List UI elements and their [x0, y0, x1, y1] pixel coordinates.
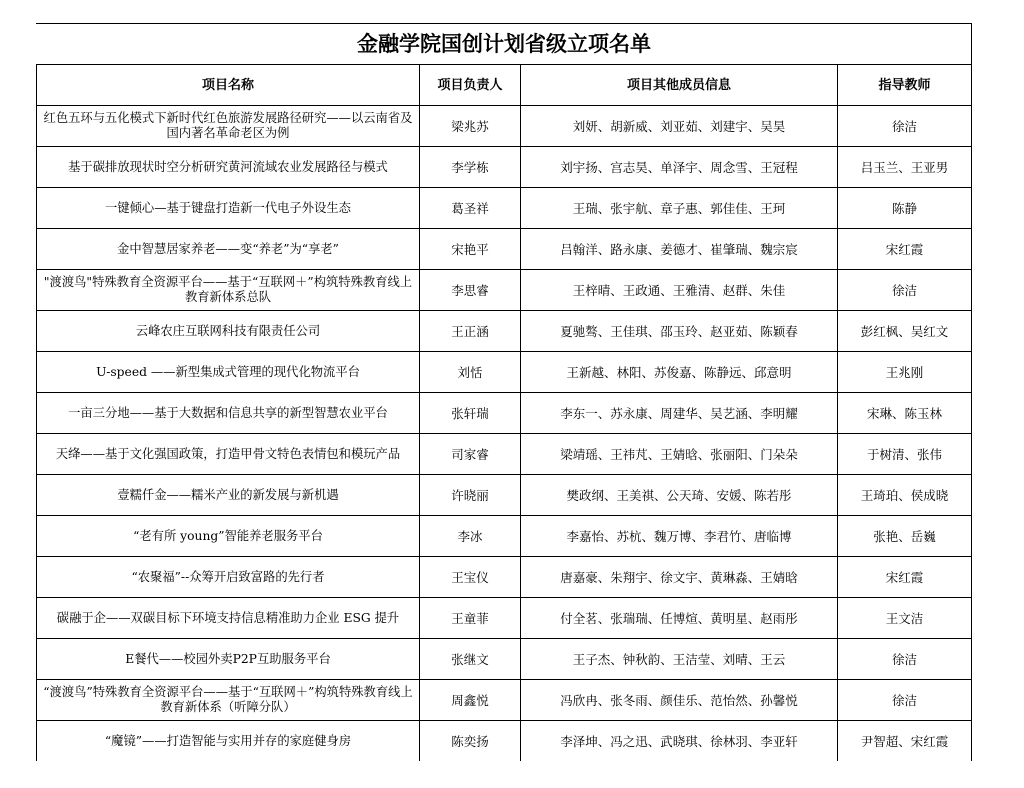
header-advisor: 指导教师: [838, 65, 972, 106]
table-row: [37, 311, 972, 352]
header-project-name: 项目名称: [37, 65, 420, 106]
table-row: [37, 598, 972, 639]
project-name-cell: 红色五环与五化模式下新时代红色旅游发展路径研究——以云南省及国内著名革命老区为例: [37, 106, 420, 147]
project-leader-cell: 李思睿: [420, 270, 521, 311]
advisor-cell: 张艳、岳巍: [838, 516, 972, 557]
project-list-table: [36, 23, 972, 761]
title-row: [37, 24, 972, 65]
header-other-members: 项目其他成员信息: [521, 65, 838, 106]
other-members-cell: 梁靖瑶、王祎芃、王婧晗、张丽阳、门朵朵: [521, 434, 838, 475]
project-name-cell: “老有所 young”智能养老服务平台: [37, 516, 420, 557]
project-leader-cell: 张轩瑞: [420, 393, 521, 434]
table-body: [37, 106, 972, 762]
table-row: [37, 680, 972, 721]
project-name-cell: 一键倾心—基于键盘打造新一代电子外设生态: [37, 188, 420, 229]
project-name-cell: 基于碳排放现状时空分析研究黄河流域农业发展路径与模式: [37, 147, 420, 188]
project-name-cell: 天绛——基于文化强国政策，打造甲骨文特色表情包和模玩产品: [37, 434, 420, 475]
advisor-cell: 宋琳、陈玉林: [838, 393, 972, 434]
advisor-cell: 于树清、张伟: [838, 434, 972, 475]
project-leader-cell: 葛圣祥: [420, 188, 521, 229]
project-name-cell: 云峰农庄互联网科技有限责任公司: [37, 311, 420, 352]
project-leader-cell: 王童菲: [420, 598, 521, 639]
project-leader-cell: 刘恬: [420, 352, 521, 393]
project-name-cell: 碳融于企——双碳目标下环境支持信息精准助力企业 ESG 提升: [37, 598, 420, 639]
project-leader-cell: 王正涵: [420, 311, 521, 352]
project-name-cell: 壹糯仟金——糯米产业的新发展与新机遇: [37, 475, 420, 516]
advisor-cell: 王琦珀、侯成晓: [838, 475, 972, 516]
project-leader-cell: 王宝仪: [420, 557, 521, 598]
advisor-cell: 宋红霞: [838, 557, 972, 598]
other-members-cell: 王瑞、张宇航、章子惠、郭佳佳、王珂: [521, 188, 838, 229]
advisor-cell: 彭红枫、吴红文: [838, 311, 972, 352]
advisor-cell: 吕玉兰、王亚男: [838, 147, 972, 188]
table-row: [37, 106, 972, 147]
other-members-cell: 李东一、苏永康、周建华、吴艺涵、李明耀: [521, 393, 838, 434]
other-members-cell: 王子杰、钟秋韵、王洁莹、刘晴、王云: [521, 639, 838, 680]
other-members-cell: 樊政纲、王美祺、公天琦、安媛、陈若彤: [521, 475, 838, 516]
project-leader-cell: 宋艳平: [420, 229, 521, 270]
table-row: [37, 352, 972, 393]
other-members-cell: 李嘉怡、苏杭、魏万博、李君竹、唐临博: [521, 516, 838, 557]
project-leader-cell: 梁兆苏: [420, 106, 521, 147]
table-row: [37, 516, 972, 557]
header-row: [37, 65, 972, 106]
other-members-cell: 刘妍、胡新威、刘亚茹、刘建宇、吴昊: [521, 106, 838, 147]
project-name-cell: U-speed ——新型集成式管理的现代化物流平台: [37, 352, 420, 393]
project-leader-cell: 陈奕扬: [420, 721, 521, 762]
other-members-cell: 王梓晴、王政通、王雅清、赵群、朱佳: [521, 270, 838, 311]
table-row: [37, 721, 972, 762]
table-row: [37, 393, 972, 434]
table-row: [37, 639, 972, 680]
project-name-cell: "渡渡鸟"特殊教育全资源平台——基于“互联网＋”构筑特殊教育线上教育新体系总队: [37, 270, 420, 311]
table-row: [37, 434, 972, 475]
advisor-cell: 徐洁: [838, 639, 972, 680]
header-project-leader: 项目负责人: [420, 65, 521, 106]
project-leader-cell: 周鑫悦: [420, 680, 521, 721]
project-name-cell: 金中智慧居家养老——变“养老”为“享老”: [37, 229, 420, 270]
project-leader-cell: 司家睿: [420, 434, 521, 475]
other-members-cell: 刘宇扬、宫志昊、单泽宇、周念雪、王冠程: [521, 147, 838, 188]
other-members-cell: 夏驰骜、王佳琪、邵玉玲、赵亚茹、陈颖春: [521, 311, 838, 352]
other-members-cell: 吕翰洋、路永康、姜德才、崔肇瑞、魏宗宸: [521, 229, 838, 270]
other-members-cell: 唐嘉豪、朱翔宇、徐文宇、黄琳淼、王婧晗: [521, 557, 838, 598]
table-row: [37, 557, 972, 598]
advisor-cell: 王兆刚: [838, 352, 972, 393]
table-row: [37, 475, 972, 516]
table-row: [37, 270, 972, 311]
table-row: [37, 229, 972, 270]
project-name-cell: “渡渡鸟”特殊教育全资源平台——基于“互联网＋”构筑特殊教育线上教育新体系（听障分队）: [37, 680, 420, 721]
other-members-cell: 李泽坤、冯之迅、武晓琪、徐林羽、李亚轩: [521, 721, 838, 762]
table-row: [37, 147, 972, 188]
advisor-cell: 徐洁: [838, 270, 972, 311]
project-name-cell: “农聚福”--众筹开启致富路的先行者: [37, 557, 420, 598]
project-leader-cell: 李冰: [420, 516, 521, 557]
advisor-cell: 王文洁: [838, 598, 972, 639]
other-members-cell: 付全茗、张瑞瑞、任博煊、黄明星、赵雨彤: [521, 598, 838, 639]
advisor-cell: 徐洁: [838, 680, 972, 721]
advisor-cell: 尹智超、宋红霞: [838, 721, 972, 762]
other-members-cell: 冯欣冉、张冬雨、颜佳乐、范怡然、孙馨悦: [521, 680, 838, 721]
advisor-cell: 徐洁: [838, 106, 972, 147]
table-row: [37, 188, 972, 229]
project-name-cell: 一亩三分地——基于大数据和信息共享的新型智慧农业平台: [37, 393, 420, 434]
other-members-cell: 王新越、林阳、苏俊嘉、陈静远、邱意明: [521, 352, 838, 393]
advisor-cell: 陈静: [838, 188, 972, 229]
document-title: 金融学院国创计划省级立项名单: [37, 24, 972, 65]
advisor-cell: 宋红霞: [838, 229, 972, 270]
project-name-cell: E餐代——校园外卖P2P互助服务平台: [37, 639, 420, 680]
project-leader-cell: 许晓丽: [420, 475, 521, 516]
project-name-cell: “魔镜”——打造智能与实用并存的家庭健身房: [37, 721, 420, 762]
project-leader-cell: 李学栋: [420, 147, 521, 188]
project-leader-cell: 张继文: [420, 639, 521, 680]
